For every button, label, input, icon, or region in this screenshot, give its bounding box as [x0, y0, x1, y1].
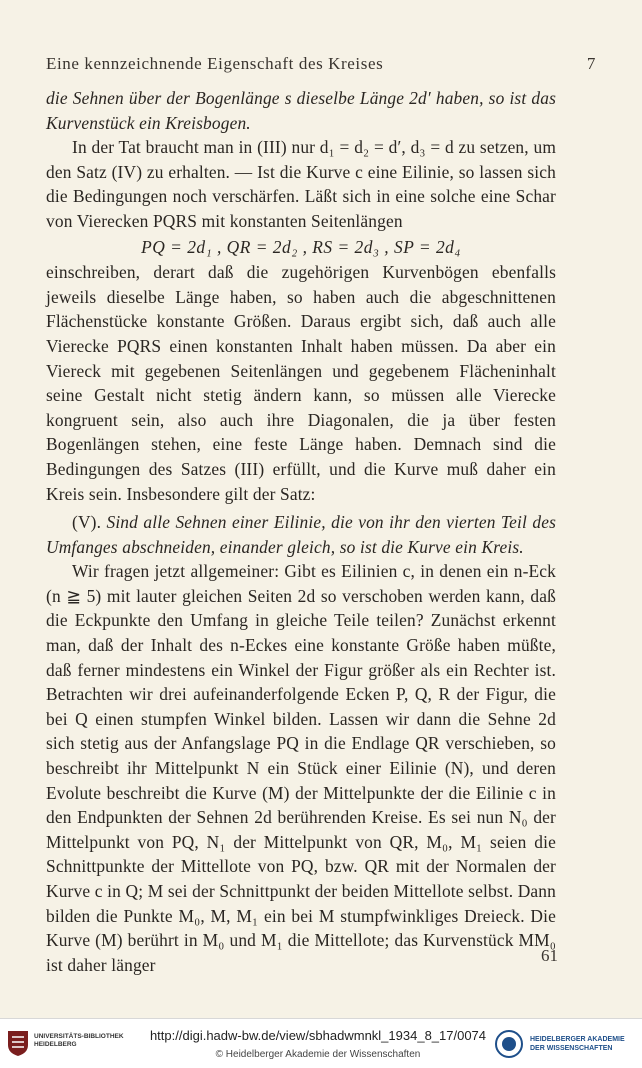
running-header [46, 54, 596, 74]
permalink-url[interactable]: http://digi.hadw-bw.de/view/sbhadwmnkl_1934_8_17/0074 [149, 1028, 487, 1043]
library-crest-icon [6, 1029, 30, 1057]
paragraph-1: die Sehnen über der Bogenlänge s dieselbe Länge 2d′ haben, so ist das Kurvenstück ein Kreisbogen. [46, 88, 556, 133]
academy-logo-text: HEIDELBERGER AKADEMIE DER WISSENSCHAFTEN [530, 1036, 625, 1052]
viewer-footer [0, 1018, 642, 1068]
academy-logo [494, 1029, 634, 1061]
header-page-number: 7 [586, 54, 596, 73]
formula-side-lengths: PQ = 2d₁ , QR = 2d₂ , RS = 2d₃ , SP = 2d₄ [141, 236, 461, 257]
paragraph-4: Wir fragen jetzt allgemeiner: Gibt es Eilinien c, in denen ein n-Eck (n ≧ 5) mit lauter gleichen Seiten 2d so verschoben werden kann, daß die Eckpunkte den Umfang in gleiche Teile teilen? Zunächst erkennt man, daß der Inhalt des n-Eckes eine konstante Größe haben müßte, daß ferner mindestens ein Winkel der Figur größer als ein Rechter ist. Betrachten wir drei aufeinanderfolgende Ecken P, Q, R der Figur, die bei Q einen stumpfen Winkel bilden. Lassen wir dann die Sehne 2d sich stetig aus der Anfangslage PQ in die Endlage QR verschieben, so beschreibt ihr Mittelpunkt N ein Stück einer Eilinie (N), und deren Evolute beschreibt die Kurve (M) der Mittelpunkte der die Eilinie c in den Endpunkten der Sehnen 2d berührenden Kreise. Es sei nun N₀ der Mittelpunkt von PQ, N₁ der Mittelpunkt von QR, M₀, M₁ seien die Schnittpunkte der Mittellote von PQ, bzw. QR mit der Normalen der Kurve c in Q; M sei der Schnittpunkt der beiden Mittellote selbst. Dann bilden die Punkte M₀, M, M₁ ein bei M stumpfwinkliges Dreieck. Die Kurve (M) berührt in M₀ und M₁ die Mittellote; das Kurvenstück MM₀ ist daher länger [46, 561, 556, 975]
header-title: Eine kennzeichnende Eigenschaft des Kreises [46, 54, 384, 73]
university-library-logo [6, 1029, 126, 1061]
paragraph-2: In der Tat braucht man in (III) nur d₁ = d₂ = d′, d₃ = d zu setzen, um den Satz (IV) zu erhalten. — Ist die Kurve c eine Eilinie, so lassen sich die Bedingungen noch verschärfen. Läßt sich in eine solche eine Schar von Vierecken PQRS mit konstanten Seitenlängen [46, 137, 556, 231]
theorem-v [46, 510, 556, 559]
footer-page-number: 61 [541, 946, 558, 965]
library-logo-text: UNIVERSITÄTS-BIBLIOTHEK HEIDELBERG [34, 1033, 124, 1048]
theorem-text: Sind alle Sehnen einer Eilinie, die von ihr den vierten Teil des Umfanges abschneiden, einander gleich, so ist die Kurve ein Kreis. [46, 512, 557, 557]
body-text [46, 86, 556, 977]
theorem-label: (V). [72, 512, 102, 533]
academy-emblem-icon [494, 1029, 524, 1059]
paragraph-3: einschreiben, derart daß die zugehörigen Kurvenbögen ebenfalls jeweils dieselbe Länge haben, so haben auch die abgeschnittenen Flächenstücke konstante Größen. Daraus ergibt sich, daß auch alle Vierecke PQRS einen konstanten Inhalt haben müssen. Da aber ein Viereck mit gegebenen Seitenlängen und gegebenem Flächeninhalt seine Gestalt nicht stetig ändern kann, so müssen alle Vierecke kongruent sein, also auch ihre Diagonalen, die ja über festen Bogenlängen stehen, eine feste Länge haben. Demnach sind die Bedingungen des Satzes (III) erfüllt, und die Kurve muß daher ein Kreis sein. Insbesondere gilt der Satz: [46, 262, 556, 504]
copyright-notice: © Heidelberger Akademie der Wissenschaften [215, 1049, 421, 1060]
